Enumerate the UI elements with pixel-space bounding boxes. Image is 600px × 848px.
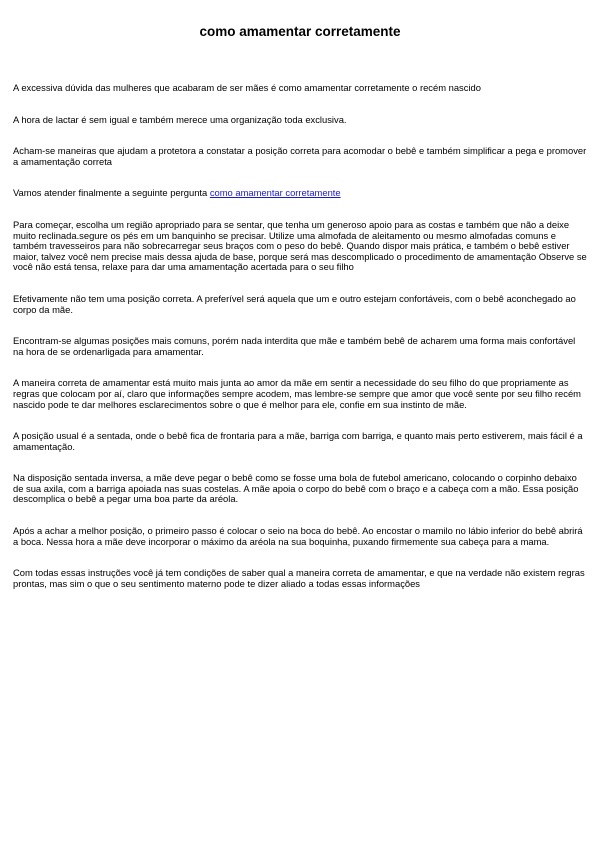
- paragraph: Encontram-se algumas posições mais comuns, porém nada interdita que mãe e também bebê de acharem uma forma mais confortável na hora de se ordenarligada para amamentar.: [13, 335, 576, 357]
- paragraph: Após a achar a melhor posição, o primeiro passo é colocar o seio na boca do bebê. Ao encostar o mamilo no lábio inferior do bebê abrirá a boca. Nessa hora a mãe deve incorporar o máximo da aréola na sua boquinha, puxando firmemente sua cabeça para a mama.: [13, 525, 583, 547]
- paragraph: A posição usual é a sentada, onde o bebê fica de frontaria para a mãe, barriga com barriga, e quanto mais perto estiverem, mais fácil é a amamentação.: [13, 430, 583, 452]
- article-link[interactable]: como amamentar corretamente: [209, 187, 341, 199]
- paragraph: Acham-se maneiras que ajudam a protetora a constatar a posição correta para acomodar o bebê e também simplificar a pega e promover a amamentação correta: [13, 145, 587, 167]
- paragraph: Efetivamente não tem uma posição correta. A preferível será aquela que um e outro estejam confortáveis, com o bebê aconchegado ao corpo da mãe.: [13, 292, 576, 315]
- article-body: [13, 83, 588, 610]
- paragraph: Com todas essas instruções você já tem condições de saber qual a maneira correta de amamentar, e que na verdade não existem regras prontas, mas sim o que o seu sentimento materno pode te dizer aliado a todas essas informações: [13, 567, 585, 589]
- page-title: como amamentar corretamente: [199, 24, 401, 39]
- paragraph: Na disposição sentada inversa, a mãe deve pegar o bebê como se fosse uma bola de futebol americano, colocando o corpinho debaixo de sua axila, com a barriga apoiada nas suas costelas. A mãe apoia o corpo do bebê com o braço e a cabeça com a mão. Essa posição descomplica o bebê a pegar uma boa parte da aréola.: [13, 472, 579, 505]
- paragraph: A hora de lactar é sem igual e também merece uma organização toda exclusiva.: [13, 113, 347, 125]
- paragraph: Para começar, escolha um região apropriado para se sentar, que tenha um generoso apoio para as costas e também que não a deixe muito reclinada.segure os pés em um banquinho se precisar. Utilize uma almofada de aleitamento ou mesmo almofadas comuns e também travesseiros para não sobrecarregar seus braços com o peso do bebê. Quando dispor mais prática, e também o bebê estiver maior, talvez você nem precise mais dessa ajuda de base, porque será mas descomplicado o procedimento de amamentação Observe se você não está tensa, relaxe para dar uma amamentação acertada para o seu filho: [13, 218, 587, 273]
- paragraph-with-link: [13, 188, 588, 199]
- paragraph: A maneira correta de amamentar está muito mais junta ao amor da mãe em sentir a necessidade do seu filho do que propriamente as regras que colocam por aí, claro que informações sempre acodem, mas lembre-se sempre que amor que você sente por seu filho recém nascido pode te dar melhores esclarecimentos sobre o que é melhor para ele, confie em sua instinto de mãe.: [13, 377, 581, 410]
- paragraph: A excessiva dúvida das mulheres que acabaram de ser mães é como amamentar corretamente o recém nascido: [13, 82, 481, 93]
- paragraph-text: Vamos atender finalmente a seguinte pergunta: [13, 187, 210, 199]
